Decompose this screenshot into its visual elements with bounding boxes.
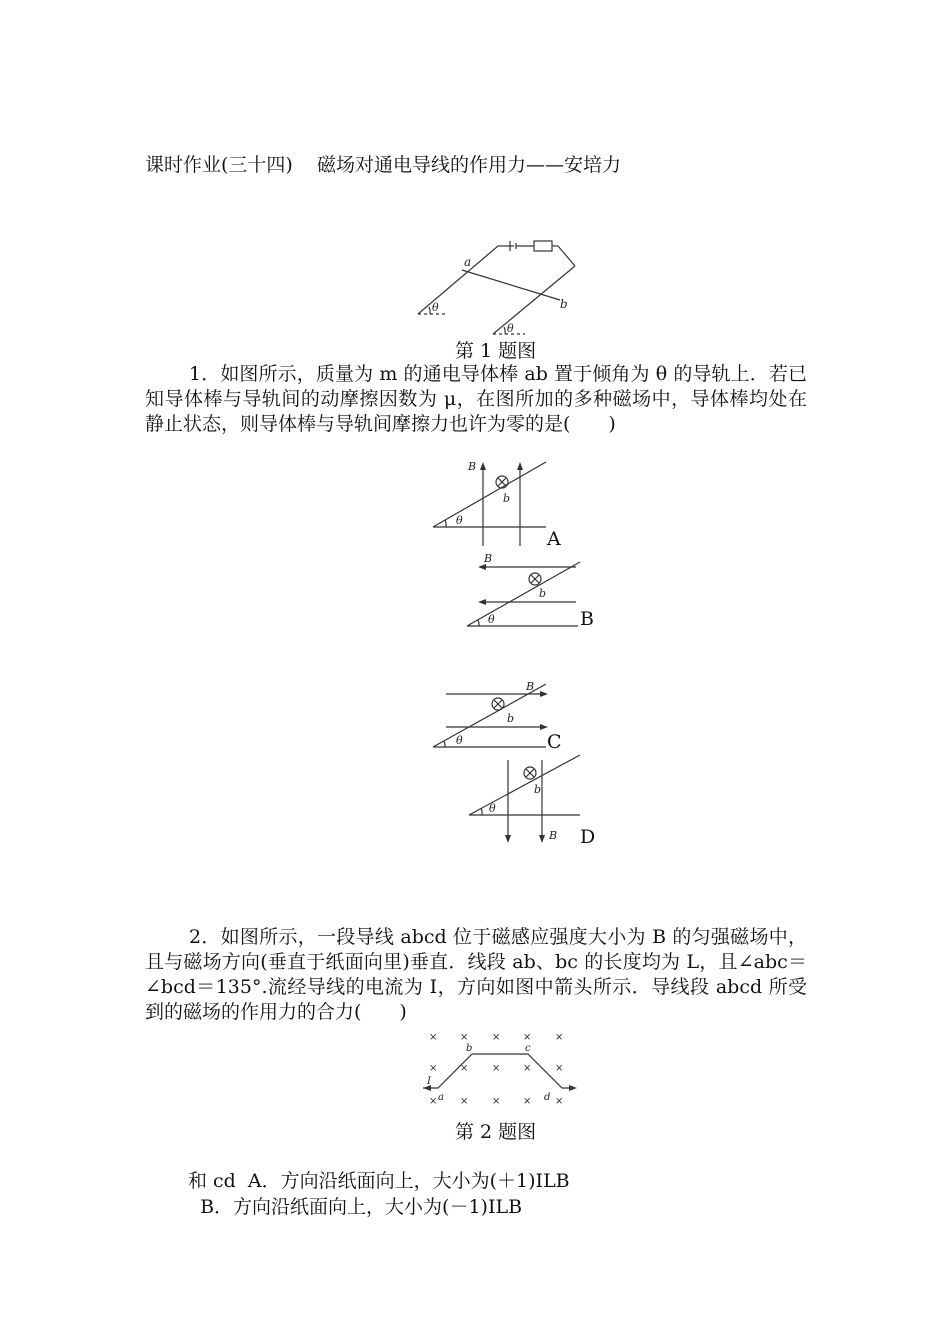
option-d-label-theta: θ (489, 802, 496, 815)
option-c-label-b: b (507, 712, 515, 725)
q2-option-b: B．方向沿纸面向上，大小为(－1)ILB (188, 1196, 523, 1218)
q1-label-a: a (464, 255, 472, 269)
question-2-text: 2．如图所示，一段导线 abcd 位于磁感应强度大小为 B 的匀强磁场中，且与磁场方向(垂直于纸面向里)垂直．线段 ab、bc 的长度均为 L，且∠abc＝∠bcd＝135°.流经导线的电流为 I，方向如图中箭头所示．导线段 abcd 所受到的磁场的作用力的合力( ) (145, 926, 807, 1023)
q2-cross: × (555, 1096, 564, 1107)
q1-figure-rails (410, 238, 590, 338)
option-b-letter: B (580, 608, 594, 630)
q2-cross: × (492, 1096, 501, 1107)
q2-label-a: a (438, 1092, 444, 1103)
option-d-figure (466, 752, 596, 844)
option-b-label-theta: θ (488, 613, 495, 626)
q2-cross: × (429, 1063, 438, 1074)
q2-cross: × (523, 1063, 532, 1074)
q2-cross: × (429, 1096, 438, 1107)
q2-cross: × (460, 1032, 469, 1043)
option-b-label-B: B (484, 552, 493, 565)
q2-cross: × (492, 1032, 501, 1043)
q2-label-I: I (427, 1076, 431, 1087)
q2-label-b: b (466, 1043, 473, 1054)
option-c-letter: C (547, 731, 562, 753)
q2-cross: × (492, 1063, 501, 1074)
q2-cross: × (555, 1032, 564, 1043)
option-a-letter: A (547, 528, 561, 550)
option-a-label-theta: θ (456, 514, 463, 527)
option-a-label-B: B (468, 460, 477, 473)
q1-label-b: b (560, 297, 568, 311)
option-d-label-B: B (549, 829, 558, 842)
option-b-label-b: b (539, 587, 547, 600)
q2-cross: × (460, 1063, 469, 1074)
question-1 (145, 362, 807, 437)
question-2 (145, 925, 807, 1025)
q2-label-d: d (544, 1092, 551, 1103)
option-c-figure (430, 680, 560, 752)
q2-cross: × (523, 1032, 532, 1043)
option-d-letter: D (580, 826, 596, 848)
question-1-text: 1．如图所示，质量为 m 的通电导体棒 ab 置于倾角为 θ 的导轨上．若已知导体棒与导轨间的动摩擦因数为 μ，在图所加的多种磁场中，导体棒均处在静止状态，则导体棒与导轨间摩擦力也许为零的是( ) (145, 363, 807, 435)
q2-figure-caption: 第 2 题图 (455, 1121, 537, 1143)
option-a-label-b: b (503, 492, 511, 505)
q1-figure-caption: 第 1 题图 (455, 340, 537, 362)
option-a-figure (430, 458, 560, 548)
option-c-label-B: B (526, 680, 535, 693)
q2-cross: × (555, 1063, 564, 1074)
option-b-figure (464, 550, 594, 630)
q2-label-c: c (525, 1043, 531, 1054)
q2-cross: × (523, 1096, 532, 1107)
q1-label-theta-2: θ (507, 322, 514, 335)
q2-cross: × (429, 1032, 438, 1043)
q1-label-theta: θ (432, 301, 439, 314)
q2-figure (420, 1030, 580, 1106)
option-c-label-theta: θ (456, 734, 463, 747)
option-d-label-b: b (534, 783, 542, 796)
q2-cross: × (460, 1096, 469, 1107)
q2-option-a: 和 cd A．方向沿纸面向上，大小为(＋1)ILB (188, 1170, 570, 1192)
page-title: 课时作业(三十四) 磁场对通电导线的作用力——安培力 (145, 154, 621, 176)
